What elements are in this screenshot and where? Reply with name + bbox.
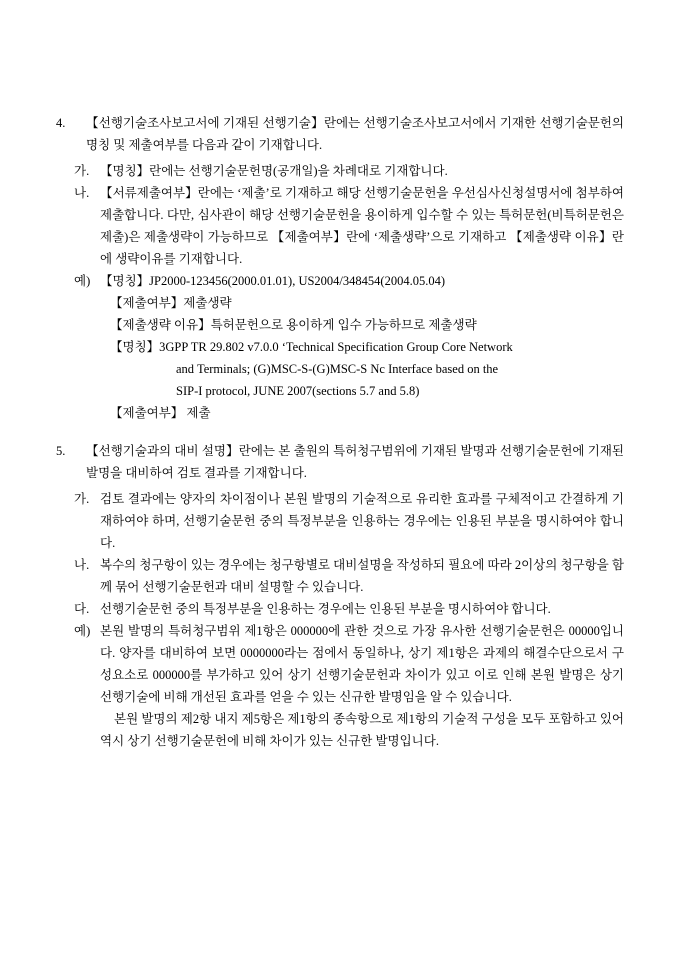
sub-item-4-na bbox=[74, 182, 624, 270]
numbered-item-4 bbox=[56, 112, 624, 156]
reference-line-1: 3GPP TR 29.802 v7.0.0 ‘Technical Specification Group Core Network bbox=[159, 340, 513, 354]
sub-item-label: 나. bbox=[74, 186, 90, 200]
field-submission-status: 【제출여부】제출생략 bbox=[110, 296, 232, 310]
section-spacer bbox=[56, 424, 624, 440]
reference-line-2: and Terminals; (G)MSC-S-(G)MSC-S Nc Interface based on the bbox=[176, 362, 499, 376]
sub-item-5-example bbox=[74, 620, 624, 752]
item-text: 【선행기술조사보고서에 기재된 선행기술】란에는 선행기술조사보고서에서 기재한 선행기술문헌의 명칭 및 제출여부를 다음과 같이 기재합니다. bbox=[86, 116, 624, 152]
sub-item-label: 가. bbox=[74, 492, 90, 506]
sub-item-text: 검토 결과에는 양자의 차이점이나 본원 발명의 기술적으로 유리한 효과를 구체적이고 간결하게 기재하여야 하며, 선행기술문헌 중의 특정부분을 인용하는 경우에는 인용된 부분을 명시하여야 합니다. bbox=[100, 492, 624, 550]
numbered-item-5 bbox=[56, 440, 624, 484]
sub-item-label: 나. bbox=[74, 558, 90, 572]
sub-item-text: 【명칭】JP2000-123456(2000.01.01), US2004/348454(2004.05.04) bbox=[100, 274, 445, 288]
sub-item-label: 예) bbox=[74, 624, 91, 638]
sub-item-text: 본원 발명의 특허청구범위 제1항은 000000에 관한 것으로 가장 유사한 선행기술문헌은 00000입니다. 양자를 대비하여 보면 0000000라는 점에서 동일하나, 상기 제1항은 과제의 해결수단으로서 구성요소로 000000를 부가하고 있어 상기 선행기술문헌과 차이가 있고 이로 인해 본원 발명은 상기 선행기술에 비해 개선된 효과를 얻을 수 있는 신규한 발명임을 알 수 있습니다. bbox=[100, 624, 624, 704]
sub-item-4-example bbox=[74, 270, 624, 292]
example-closing-paragraph: 본원 발명의 제2항 내지 제5항은 제1항의 종속항으로 제1항의 기술적 구성을 모두 포함하고 있어 역시 상기 선행기술문헌에 비해 차이가 있는 신규한 발명입니다. bbox=[100, 712, 624, 748]
sub-item-text: 선행기술문헌 중의 특정부분을 인용하는 경우에는 인용된 부분을 명시하여야 합니다. bbox=[100, 602, 551, 616]
sub-item-label: 다. bbox=[74, 602, 90, 616]
sub-item-5-na bbox=[74, 554, 624, 598]
item-number: 5. bbox=[56, 444, 66, 458]
sub-item-text: 복수의 청구항이 있는 경우에는 청구항별로 대비설명을 작성하되 필요에 따라 2이상의 청구항을 함께 묶어 선행기술문헌과 대비 설명할 수 있습니다. bbox=[100, 558, 624, 594]
field-submission-omission-reason: 【제출생략 이유】특허문헌으로 용이하게 입수 가능하므로 제출생략 bbox=[110, 318, 477, 332]
sub-item-label: 가. bbox=[74, 164, 90, 178]
sub-item-text: 【서류제출여부】란에는 ‘제출’로 기재하고 해당 선행기술문헌을 우선심사신청설명서에 첨부하여 제출합니다. 다만, 심사관이 해당 선행기술문헌을 용이하게 입수할 수 있는 특허문헌(비특허문헌은 제출)은 제출생략이 가능하므로 【제출여부】란에 ‘제출생략’으로 기재하고 【제출생략 이유】란에 생략이유를 기재합니다. bbox=[100, 186, 624, 266]
reference-label: 【명칭】 bbox=[110, 340, 160, 354]
reference-title-line bbox=[110, 336, 624, 358]
field-submission-final: 【제출여부】 제출 bbox=[110, 406, 211, 420]
sub-item-5-ga bbox=[74, 488, 624, 554]
reference-line-3: SIP-I protocol, JUNE 2007(sections 5.7 and 5.8) bbox=[176, 384, 420, 398]
item-text: 【선행기술과의 대비 설명】란에는 본 출원의 특허청구범위에 기재된 발명과 선행기술문헌에 기재된 발명을 대비하여 검토 결과를 기재합니다. bbox=[86, 444, 624, 480]
sub-item-label: 예) bbox=[74, 274, 91, 288]
sub-item-5-da bbox=[74, 598, 624, 620]
sub-item-4-ga bbox=[74, 160, 624, 182]
sub-item-text: 【명칭】란에는 선행기술문헌명(공개일)을 차례대로 기재합니다. bbox=[100, 164, 448, 178]
item-number: 4. bbox=[56, 116, 66, 130]
